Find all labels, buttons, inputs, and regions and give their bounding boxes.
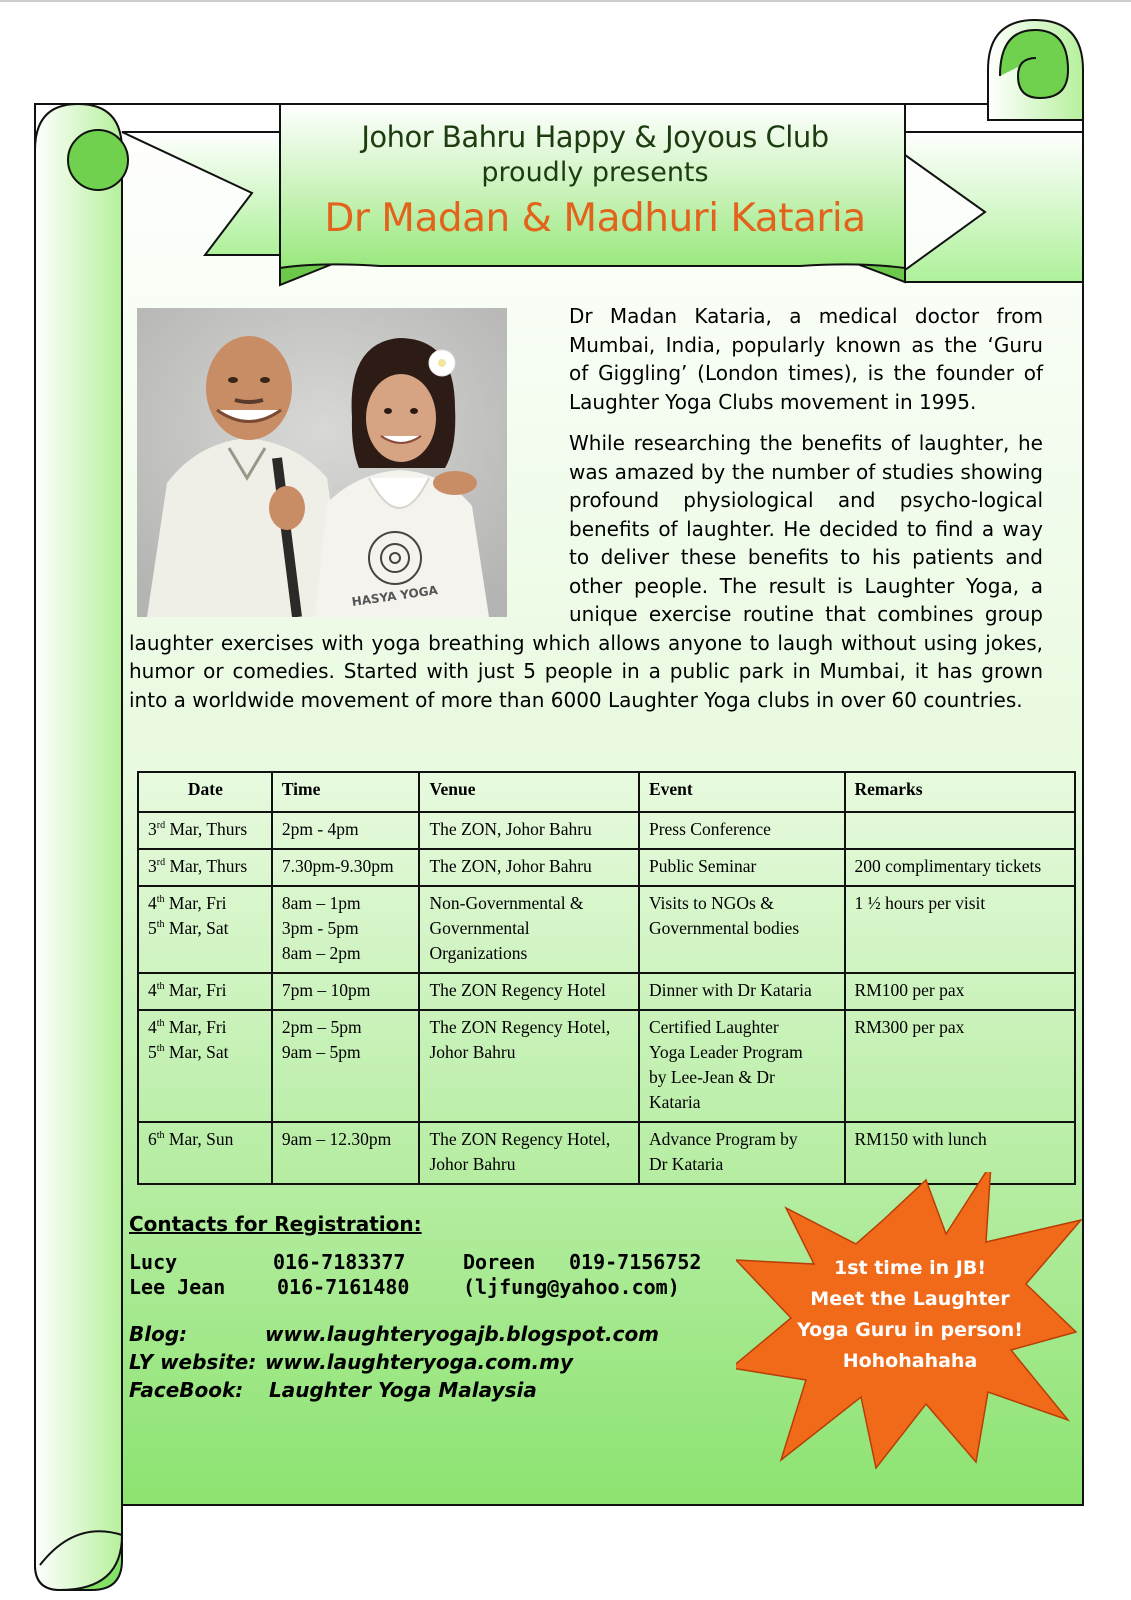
contact-phone-doreen: 019-7156752 <box>569 1250 702 1274</box>
cell-date <box>138 1122 272 1184</box>
date-line <box>148 854 263 879</box>
event-line: Public Seminar <box>648 856 757 876</box>
cell-remarks <box>845 849 1075 886</box>
article-body <box>129 302 1043 727</box>
cell-time <box>272 812 420 849</box>
starburst-line-3: Yoga Guru in person! <box>797 1319 1023 1341</box>
event-line: Advance Program by <box>648 1129 798 1149</box>
venue-line: The ZON, Johor Bahru <box>429 819 592 839</box>
date-suffix: th <box>156 919 165 931</box>
time-line: 2pm - 4pm <box>281 819 359 839</box>
cell-venue <box>419 849 638 886</box>
remarks-line: 1 ½ hours per visit <box>854 893 986 913</box>
header-event: Event <box>639 772 845 812</box>
venue-line: Non-Governmental & <box>429 893 584 913</box>
event-line: Press Conference <box>648 819 771 839</box>
date-line <box>148 978 263 1003</box>
header-date: Date <box>138 772 272 812</box>
contact-phone-lee-jean: 016-7161480 <box>277 1275 410 1299</box>
website-link[interactable]: www.laughteryoga.com.my <box>265 1350 573 1374</box>
event-line: Visits to NGOs & <box>648 893 774 913</box>
remarks-line: 200 complimentary tickets <box>854 856 1042 876</box>
event-line: by Lee-Jean & Dr <box>648 1067 775 1087</box>
cell-date <box>138 973 272 1010</box>
venue-line: Organizations <box>429 943 528 963</box>
cell-remarks <box>845 886 1075 973</box>
date-suffix: th <box>156 1130 165 1142</box>
date-day: 4 <box>148 1017 157 1037</box>
date-month-day: Mar, Fri <box>164 1017 227 1037</box>
starburst-line-2: Meet the Laughter <box>810 1288 1010 1310</box>
facebook-label: FaceBook: <box>129 1378 244 1402</box>
cell-date <box>138 849 272 886</box>
date-suffix: th <box>156 1018 165 1030</box>
photo-wrap-spacer <box>129 302 569 620</box>
remarks-line: RM150 with lunch <box>854 1129 987 1149</box>
schedule-table <box>137 771 1076 1185</box>
starburst-line-4: Hohohahaha <box>842 1350 978 1372</box>
venue-line: The ZON Regency Hotel, <box>429 1129 611 1149</box>
event-line: Dinner with Dr Kataria <box>648 980 812 1000</box>
venue-line: The ZON Regency Hotel <box>429 980 606 1000</box>
schedule-body <box>138 812 1075 1184</box>
venue-line: The ZON Regency Hotel, <box>429 1017 611 1037</box>
date-month-day: Mar, Thurs <box>165 856 248 876</box>
date-suffix: th <box>156 981 165 993</box>
contact-name-lee-jean: Lee Jean <box>129 1275 226 1299</box>
venue-line: Governmental <box>429 918 530 938</box>
cell-remarks <box>845 973 1075 1010</box>
cell-event <box>639 973 845 1010</box>
date-line <box>148 916 263 941</box>
header-remarks: Remarks <box>845 772 1075 812</box>
cell-venue <box>419 886 638 973</box>
time-line: 9am – 12.30pm <box>281 1129 392 1149</box>
cell-event <box>639 849 845 886</box>
contact-name-lucy: Lucy <box>129 1250 178 1274</box>
shirt-logo-text: HASYA YOGA <box>350 583 439 609</box>
banner-title <box>282 118 908 248</box>
speaker-names: Dr Madan & Madhuri Kataria <box>324 196 866 241</box>
article-paragraph-1: Dr Madan Kataria, a medical doctor from Mumbai, India, popularly known as the ‘Guru of Giggling’ (London times), is the founder of Laughter Yoga Clubs movement in 1995. <box>569 304 1043 414</box>
venue-line: The ZON, Johor Bahru <box>429 856 592 876</box>
cell-time <box>272 973 420 1010</box>
date-day: 5 <box>148 918 157 938</box>
cell-venue <box>419 812 638 849</box>
time-line: 8am – 1pm <box>281 893 361 913</box>
date-line <box>148 891 263 916</box>
cell-remarks <box>845 812 1075 849</box>
schedule-header-row <box>138 772 1075 812</box>
cell-venue <box>419 973 638 1010</box>
schedule-row <box>138 1010 1075 1122</box>
cell-remarks <box>845 1010 1075 1122</box>
time-line: 7.30pm-9.30pm <box>281 856 394 876</box>
date-line <box>148 1127 263 1152</box>
starburst-text <box>765 1253 1055 1377</box>
date-month-day: Mar, Sun <box>164 1129 234 1149</box>
date-month-day: Mar, Fri <box>164 893 227 913</box>
club-name: Johor Bahru Happy & Joyous Club <box>361 120 829 154</box>
date-day: 3 <box>148 856 157 876</box>
blog-link[interactable]: www.laughteryogajb.blogspot.com <box>265 1322 660 1346</box>
date-day: 4 <box>148 893 157 913</box>
event-line: Yoga Leader Program <box>648 1042 803 1062</box>
event-line: Kataria <box>648 1092 701 1112</box>
time-line: 9am – 5pm <box>281 1042 361 1062</box>
header-venue: Venue <box>419 772 638 812</box>
date-day: 5 <box>148 1042 157 1062</box>
venue-line: Johor Bahru <box>429 1154 516 1174</box>
schedule-row <box>138 973 1075 1010</box>
date-line <box>148 1015 263 1040</box>
schedule-row <box>138 812 1075 849</box>
starburst-line-1: 1st time in JB! <box>834 1257 986 1279</box>
remarks-line: RM300 per pax <box>854 1017 965 1037</box>
cell-time <box>272 886 420 973</box>
date-line <box>148 1040 263 1065</box>
header-time: Time <box>272 772 420 812</box>
event-line: Governmental bodies <box>648 918 800 938</box>
date-month-day: Mar, Fri <box>164 980 227 1000</box>
blog-label: Blog: <box>129 1322 188 1346</box>
event-line: Dr Kataria <box>648 1154 724 1174</box>
date-line <box>148 817 263 842</box>
date-month-day: Mar, Sat <box>164 1042 229 1062</box>
date-suffix: th <box>156 1043 165 1055</box>
website-label: LY website: <box>129 1350 257 1374</box>
cell-date <box>138 812 272 849</box>
date-day: 4 <box>148 980 157 1000</box>
presents-text: proudly presents <box>481 157 709 188</box>
time-line: 3pm - 5pm <box>281 918 359 938</box>
cell-time <box>272 849 420 886</box>
cell-venue <box>419 1122 638 1184</box>
cell-time <box>272 1122 420 1184</box>
cell-time <box>272 1010 420 1122</box>
time-line: 7pm – 10pm <box>281 980 371 1000</box>
date-day: 3 <box>148 819 157 839</box>
date-suffix: rd <box>156 857 166 869</box>
schedule-row <box>138 849 1075 886</box>
remarks-line: RM100 per pax <box>854 980 965 1000</box>
time-line: 8am – 2pm <box>281 943 361 963</box>
cell-event <box>639 1010 845 1122</box>
date-suffix: rd <box>156 820 166 832</box>
time-line: 2pm – 5pm <box>281 1017 362 1037</box>
event-line: Certified Laughter <box>648 1017 779 1037</box>
contact-name-doreen: Doreen <box>463 1250 536 1274</box>
contact-email[interactable]: (ljfung@yahoo.com) <box>463 1275 680 1299</box>
cell-venue <box>419 1010 638 1122</box>
date-month-day: Mar, Thurs <box>165 819 248 839</box>
contacts-title: Contacts for Registration: <box>129 1212 422 1236</box>
cell-date <box>138 886 272 973</box>
cell-date <box>138 1010 272 1122</box>
date-month-day: Mar, Sat <box>164 918 229 938</box>
venue-line: Johor Bahru <box>429 1042 516 1062</box>
article-paragraph-2: While researching the benefits of laughter, he was amazed by the number of studies showing profound physiological and psycho-logical benefits of laughter. He decided to find a way to deliver these benefits to his patients and other people. The result is Laughter Yoga, a unique exercise routine that combines group laughter exercises with yoga breathing which allows anyone to laugh without using jokes, humor or comedies. Started with just 5 people in a public park in Mumbai, it has grown into a worldwide movement of more than 6000 Laughter Yoga clubs in over 60 countries. <box>129 431 1043 712</box>
schedule-row <box>138 886 1075 973</box>
cell-event <box>639 812 845 849</box>
date-suffix: th <box>156 894 165 906</box>
date-day: 6 <box>148 1129 157 1149</box>
cell-event <box>639 886 845 973</box>
contact-phone-lucy: 016-7183377 <box>273 1250 406 1274</box>
facebook-link[interactable]: Laughter Yoga Malaysia <box>269 1378 537 1402</box>
